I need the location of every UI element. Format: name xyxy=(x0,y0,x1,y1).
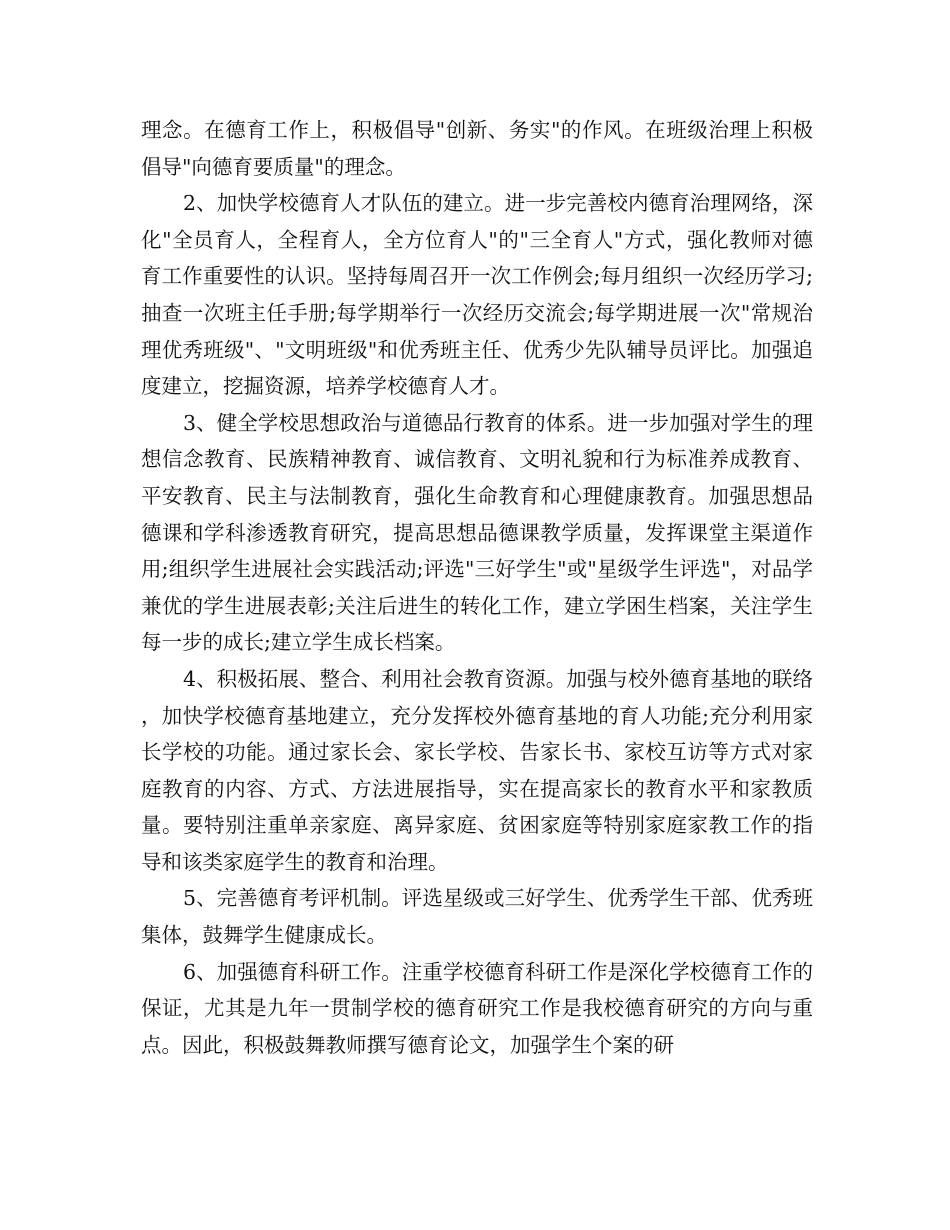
paragraph-5: 5、完善德育考评机制。评选星级或三好学生、优秀学生干部、优秀班集体，鼓舞学生健康成长。 xyxy=(141,886,813,948)
paragraph-3: 3、健全学校思想政治与道德品行教育的体系。进一步加强对学生的理想信念教育、民族精神教育、诚信教育、文明礼貌和行为标准养成教育、平安教育、民主与法制教育，强化生命教育和心理健康教育。加强思想品德课和学科渗透教育研究，提高思想品德课教学质量，发挥课堂主渠道作用;组织学生进展社会实践活动;评选"三好学生"或"星级学生评选"，对品学兼优的学生进展表彰;关注后进生的转化工作，建立学困生档案，关注学生每一步的成长;建立学生成长档案。 xyxy=(141,410,813,655)
paragraph-4: 4、积极拓展、整合、利用社会教育资源。加强与校外德育基地的联络，加快学校德育基地建立，充分发挥校外德育基地的育人功能;充分利用家长学校的功能。通过家长会、家长学校、告家长书、家校互访等方式对家庭教育的内容、方式、方法进展指导，实在提高家长的教育水平和家教质量。要特别注重单亲家庭、离异家庭、贫困家庭等特别家庭家教工作的指导和该类家庭学生的教育和治理。 xyxy=(141,666,813,874)
paragraph-1: 理念。在德育工作上，积极倡导"创新、务实"的作风。在班级治理上积极倡导"向德育要质量"的理念。 xyxy=(141,118,813,179)
paragraph-2: 2、加快学校德育人才队伍的建立。进一步完善校内德育治理网络，深化"全员育人，全程育人，全方位育人"的"三全育人"方式，强化教师对德育工作重要性的认识。坚持每周召开一次工作例会;每月组织一次经历学习;抽查一次班主任手册;每学期举行一次经历交流会;每学期进展一次"常规治理优秀班级"、"文明班级"和优秀班主任、优秀少先队辅导员评比。加强追度建立，挖掘资源，培养学校德育人才。 xyxy=(141,191,813,399)
paragraph-6: 6、加强德育科研工作。注重学校德育科研工作是深化学校德育工作的保证，尤其是九年一贯制学校的德育研究工作是我校德育研究的方向与重点。因此，积极鼓舞教师撰写德育论文，加强学生个案的研 xyxy=(141,959,813,1057)
document-body xyxy=(141,112,813,1063)
